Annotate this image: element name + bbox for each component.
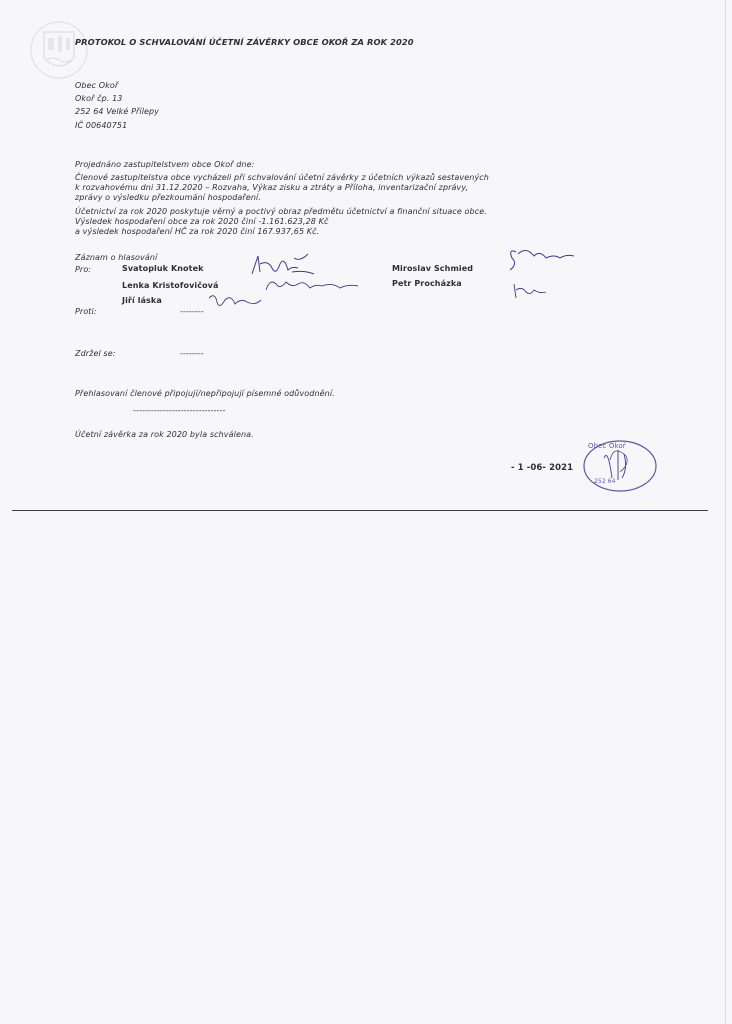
- outvoted-note: Přehlasovaní členové připojují/nepřipojují písemné odůvodnění.: [75, 389, 335, 398]
- para2-line1: Účetnictví za rok 2020 poskytuje věrný a poctivý obraz předmětu účetnictví a finanční situace obce.: [75, 207, 487, 216]
- for-label: Pro:: [75, 265, 92, 274]
- signature-line: -------------------------------: [133, 406, 226, 415]
- ic-number: IČ 00640751: [75, 121, 128, 130]
- abstain-label: Zdržel se:: [75, 349, 116, 358]
- member-kristofovicova: Lenka Kristofovičová: [122, 281, 219, 290]
- member-prochazka: Petr Procházka: [392, 279, 462, 288]
- address-street: Okoř čp. 13: [75, 94, 123, 103]
- horizontal-divider: [12, 510, 708, 511]
- page-edge: [725, 0, 726, 1024]
- address-city: 252 64 Velké Přílepy: [75, 107, 160, 116]
- member-schmied: Miroslav Schmied: [392, 264, 474, 273]
- date: - 1 -06- 2021: [511, 463, 574, 473]
- stamp-code: 252 64: [594, 478, 616, 485]
- signature-kristofovicova-icon: [262, 274, 362, 296]
- member-laska: Jiří láska: [122, 296, 162, 305]
- para2-line3: a výsledek hospodaření HČ za rok 2020 činí 167.937,65 Kč.: [75, 227, 320, 236]
- stamp-text: Obec Okoř: [588, 442, 626, 450]
- signature-laska-icon: [205, 290, 265, 312]
- signature-schmied-icon: [504, 244, 576, 274]
- municipality-name: Obec Okoř: [75, 81, 119, 90]
- intro-line: Projednáno zastupitelstvem obce Okoř dne:: [75, 160, 255, 169]
- against-value: --------: [180, 307, 204, 316]
- para1-line1: Členové zastupitelstva obce vycházeli při schvalování účetní závěrky z účetních výkazů sestavených: [75, 173, 489, 182]
- para1-line2: k rozvahovému dni 31.12.2020 – Rozvaha, Výkaz zisku a ztráty a Příloha, inventarizační zprávy,: [75, 183, 469, 192]
- official-stamp: [560, 438, 660, 494]
- voting-label: Záznam o hlasování: [75, 253, 158, 262]
- member-knotek: Svatopluk Knotek: [122, 264, 204, 273]
- para1-line3: zprávy o výsledku přezkoumání hospodaření.: [75, 193, 261, 202]
- para2-line2: Výsledek hospodaření obce za rok 2020 činí -1.161.623,28 Kč: [75, 217, 329, 226]
- abstain-value: --------: [180, 349, 204, 358]
- approval-statement: Účetní závěrka za rok 2020 byla schválena.: [75, 430, 254, 439]
- document-title: PROTOKOL O SCHVALOVÁNÍ ÚČETNÍ ZÁVĚRKY OBCE OKOŘ ZA ROK 2020: [75, 37, 414, 47]
- signature-prochazka-icon: [510, 280, 550, 302]
- against-label: Proti:: [75, 307, 97, 316]
